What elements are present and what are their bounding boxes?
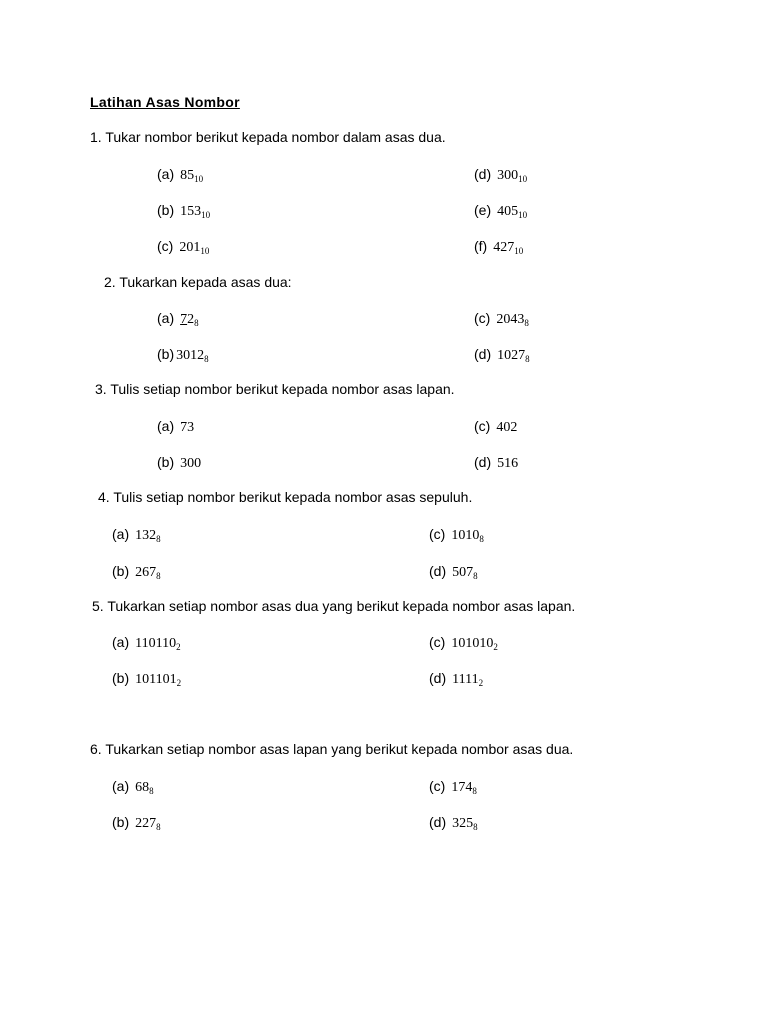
item-label: (c) (429, 778, 446, 794)
q4-item-c (429, 526, 484, 544)
item-label: (c) (157, 238, 174, 254)
item-label: (c) (474, 310, 491, 326)
item-base: 10 (200, 246, 210, 256)
item-base: 8 (524, 318, 529, 328)
question-6: 6. Tukarkan setiap nombor asas lapan yang berikut kepada nombor asas dua. (90, 741, 574, 757)
item-value-underlined: 7 (180, 312, 188, 327)
item-value: 85 (180, 168, 195, 183)
q1-item-f (474, 238, 523, 256)
item-value: 1010 (451, 528, 480, 543)
item-label: (a) (157, 310, 175, 326)
item-value: 153 (180, 204, 202, 219)
item-value: 227 (135, 816, 157, 831)
item-label: (f) (474, 238, 488, 254)
q1-item-d (474, 166, 527, 184)
item-value: 1111 (452, 672, 479, 687)
item-base: 10 (518, 174, 528, 184)
q2-item-c (474, 310, 529, 328)
worksheet-title: Latihan Asas Nombor (90, 94, 240, 110)
item-value: 68 (135, 780, 150, 795)
item-base: 8 (525, 354, 530, 364)
q5-item-b (112, 670, 181, 688)
item-value: 132 (135, 528, 157, 543)
item-base: 2 (493, 642, 498, 652)
q4-item-a (112, 526, 161, 544)
q2-item-b (157, 346, 209, 364)
item-value: 201 (179, 240, 201, 255)
question-3: 3. Tulis setiap nombor berikut kepada nombor asas lapan. (95, 381, 455, 397)
q3-item-a (157, 418, 194, 436)
item-base: 8 (473, 571, 478, 581)
item-value: 3012 (176, 348, 205, 363)
item-base: 8 (472, 786, 477, 796)
item-base: 10 (194, 174, 204, 184)
q6-item-c (429, 778, 477, 796)
q1-item-c (157, 238, 209, 256)
item-label: (d) (429, 814, 447, 830)
item-label: (e) (474, 202, 492, 218)
item-label: (d) (474, 454, 492, 470)
item-label: (a) (157, 418, 175, 434)
item-label: (a) (112, 634, 130, 650)
question-4: 4. Tulis setiap nombor berikut kepada nombor asas sepuluh. (98, 489, 473, 505)
question-2: 2. Tukarkan kepada asas dua: (104, 274, 292, 290)
item-value: 300 (497, 168, 519, 183)
item-value: 402 (496, 420, 518, 435)
q1-item-b (157, 202, 210, 220)
item-label: (c) (474, 418, 491, 434)
item-label: (d) (474, 346, 492, 362)
item-label: (d) (429, 563, 447, 579)
item-base: 8 (156, 571, 161, 581)
item-label: (a) (112, 526, 130, 542)
q6-item-b (112, 814, 161, 832)
q5-item-a (112, 634, 181, 652)
item-base: 8 (149, 786, 154, 796)
item-value: 507 (452, 565, 474, 580)
item-base: 8 (194, 318, 199, 328)
item-value: 516 (497, 456, 519, 471)
q5-item-c (429, 634, 498, 652)
item-value: 1027 (497, 348, 526, 363)
q1-item-a (157, 166, 203, 184)
q3-item-b (157, 454, 201, 472)
item-value: 2 (187, 312, 195, 327)
item-value: 267 (135, 565, 157, 580)
item-value: 300 (180, 456, 202, 471)
item-value: 2043 (496, 312, 525, 327)
item-value: 73 (180, 420, 195, 435)
item-base: 10 (514, 246, 524, 256)
item-label: (d) (429, 670, 447, 686)
item-label: (b) (157, 454, 175, 470)
question-1: 1. Tukar nombor berikut kepada nombor dalam asas dua. (90, 129, 446, 145)
item-label: (a) (112, 778, 130, 794)
q5-item-d (429, 670, 483, 688)
item-base: 10 (201, 210, 211, 220)
item-value: 325 (452, 816, 474, 831)
q1-item-e (474, 202, 527, 220)
item-value: 101101 (135, 672, 177, 687)
item-label: (b) (157, 202, 175, 218)
item-label: (b) (112, 563, 130, 579)
item-value: 174 (451, 780, 473, 795)
item-label: (d) (474, 166, 492, 182)
item-label: (c) (429, 526, 446, 542)
item-label: (b) (112, 814, 130, 830)
item-base: 2 (176, 642, 181, 652)
item-value: 405 (497, 204, 519, 219)
question-5: 5. Tukarkan setiap nombor asas dua yang berikut kepada nombor asas lapan. (92, 598, 576, 614)
item-base: 2 (478, 678, 484, 688)
item-base: 8 (156, 534, 161, 544)
q6-item-d (429, 814, 478, 832)
q2-item-a (157, 310, 199, 328)
item-label: (b) (157, 346, 175, 362)
q4-item-d (429, 563, 478, 581)
item-base: 10 (518, 210, 528, 220)
item-base: 8 (473, 822, 478, 832)
item-base: 8 (204, 354, 209, 364)
item-base: 8 (479, 534, 484, 544)
item-value: 110110 (135, 636, 177, 651)
q2-item-d (474, 346, 530, 364)
q3-item-c (474, 418, 517, 436)
item-base: 2 (176, 678, 182, 688)
item-value: 427 (493, 240, 515, 255)
item-base: 8 (156, 822, 161, 832)
q3-item-d (474, 454, 518, 472)
item-label: (a) (157, 166, 175, 182)
item-value: 101010 (451, 636, 494, 651)
q6-item-a (112, 778, 154, 796)
q4-item-b (112, 563, 161, 581)
item-label: (b) (112, 670, 130, 686)
item-label: (c) (429, 634, 446, 650)
